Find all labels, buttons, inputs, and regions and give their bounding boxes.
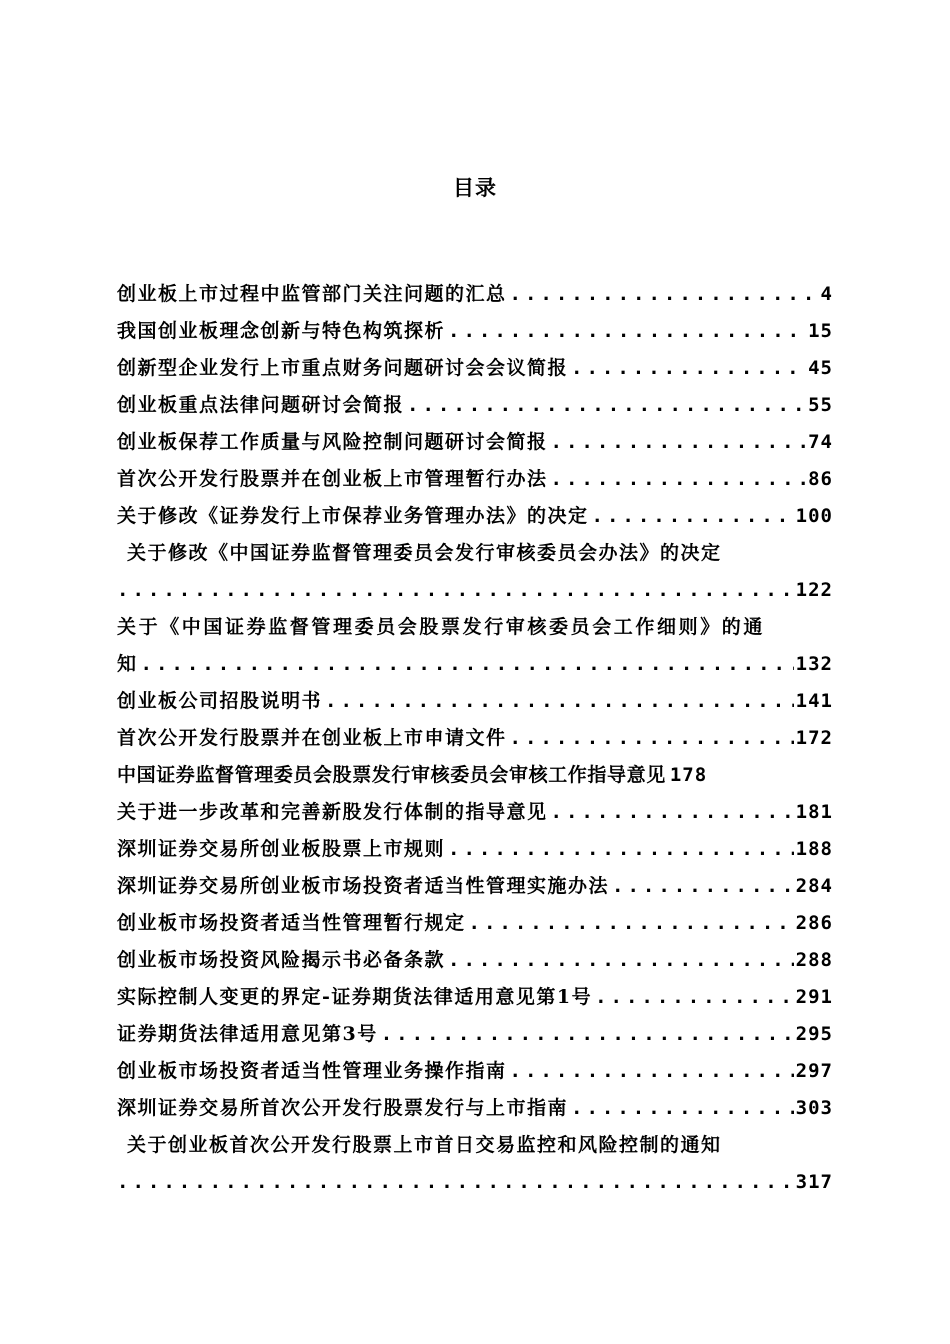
toc-entry-title: 关于《中国证券监督管理委员会股票发行审核委员会工作细则》的通 xyxy=(117,616,766,638)
toc-entry[interactable] xyxy=(117,683,833,720)
toc-entry-page: 297 xyxy=(795,1060,833,1082)
toc-entry-page: 55 xyxy=(808,394,833,416)
toc-leader-dots xyxy=(448,831,794,868)
toc-entry-page: 4 xyxy=(820,283,833,305)
toc-entry[interactable] xyxy=(117,424,833,461)
toc-entry-title: 我国创业板理念创新与特色构筑探析 xyxy=(117,320,446,342)
toc-entry-title: 关于创业板首次公开发行股票上市首日交易监控和风险控制的通知 xyxy=(127,1134,722,1156)
toc-entry-title: 关于修改《证券发行上市保荐业务管理办法》的决定 xyxy=(117,505,589,527)
toc-entry-page: 15 xyxy=(808,320,833,342)
toc-entry[interactable] xyxy=(117,831,833,868)
toc-entry-page: 74 xyxy=(808,431,833,453)
toc-entry-page: 295 xyxy=(795,1023,833,1045)
toc-entry-page: 45 xyxy=(808,357,833,379)
toc-leader-dots xyxy=(571,350,806,387)
toc-entry[interactable] xyxy=(117,905,833,942)
toc-leader-dots xyxy=(592,498,794,535)
toc-entry-title: 创业板上市过程中监管部门关注问题的汇总 xyxy=(117,283,507,305)
toc-entry-page: 291 xyxy=(795,986,833,1008)
toc-entry-page: 178 xyxy=(669,764,708,786)
toc-entry[interactable] xyxy=(117,535,833,572)
toc-entry-title: 深圳证券交易所创业板股票上市规则 xyxy=(117,838,446,860)
toc-leader-dots xyxy=(469,905,794,942)
toc-entry-continuation[interactable] xyxy=(117,646,833,683)
table-of-contents xyxy=(117,276,833,1201)
toc-leader-dots xyxy=(117,1164,794,1201)
toc-entry-page: 100 xyxy=(795,505,833,527)
toc-leader-dots xyxy=(551,424,807,461)
toc-entry-title: 中国证券监督管理委员会股票发行审核委员会审核工作指导意见 xyxy=(117,764,666,786)
toc-entry-title: 创业板保荐工作质量与风险控制问题研讨会简报 xyxy=(117,431,548,453)
toc-leader-dots xyxy=(381,1016,794,1053)
toc-entry-page: 86 xyxy=(808,468,833,490)
toc-entry[interactable] xyxy=(117,1016,833,1053)
toc-entry-page: 181 xyxy=(795,801,833,823)
toc-entry-title: 关于进一步改革和完善新股发行体制的指导意见 xyxy=(117,801,548,823)
toc-leader-dots xyxy=(551,794,794,831)
toc-entry-title: 关于修改《中国证券监督管理委员会发行审核委员会办法》的决定 xyxy=(127,542,722,564)
toc-entry-continuation[interactable] xyxy=(117,572,833,609)
toc-entry-title-cont: 知 xyxy=(117,653,138,675)
toc-entry[interactable] xyxy=(117,720,833,757)
toc-entry-title: 实际控制人变更的界定-证券期货法律适用意见第1号 xyxy=(117,986,593,1008)
toc-entry[interactable] xyxy=(117,868,833,905)
toc-leader-dots xyxy=(325,683,794,720)
toc-leader-dots xyxy=(612,868,794,905)
toc-entry[interactable] xyxy=(117,387,833,424)
toc-entry-title: 创业板重点法律问题研讨会简报 xyxy=(117,394,405,416)
toc-leader-dots xyxy=(117,572,794,609)
toc-entry[interactable] xyxy=(117,757,833,794)
toc-entry-page: 317 xyxy=(795,1171,833,1193)
toc-entry-page: 288 xyxy=(795,949,833,971)
toc-leader-dots xyxy=(448,313,806,350)
toc-entry[interactable] xyxy=(117,461,833,498)
page-title: 目录 xyxy=(453,175,497,200)
toc-entry-page: 122 xyxy=(795,579,833,601)
toc-entry-title: 深圳证券交易所首次公开发行股票发行与上市指南 xyxy=(117,1097,569,1119)
toc-entry[interactable] xyxy=(117,1127,833,1164)
toc-entry[interactable] xyxy=(117,794,833,831)
toc-entry-continuation[interactable] xyxy=(117,1164,833,1201)
toc-entry-title: 创新型企业发行上市重点财务问题研讨会会议简报 xyxy=(117,357,569,379)
toc-leader-dots xyxy=(407,387,806,424)
toc-entry-page: 284 xyxy=(795,875,833,897)
toc-entry[interactable] xyxy=(117,313,833,350)
toc-entry-page: 188 xyxy=(795,838,833,860)
toc-leader-dots xyxy=(571,1090,794,1127)
toc-entry[interactable] xyxy=(117,350,833,387)
toc-leader-dots xyxy=(551,461,807,498)
toc-entry-title: 创业板市场投资风险揭示书必备条款 xyxy=(117,949,446,971)
toc-leader-dots xyxy=(510,1053,794,1090)
toc-entry[interactable] xyxy=(117,609,833,646)
toc-leader-dots xyxy=(448,942,794,979)
toc-entry-title: 首次公开发行股票并在创业板上市管理暂行办法 xyxy=(117,468,548,490)
toc-leader-dots xyxy=(510,720,794,757)
toc-entry-title: 创业板公司招股说明书 xyxy=(117,690,323,712)
toc-entry[interactable] xyxy=(117,979,833,1016)
toc-entry-page: 303 xyxy=(795,1097,833,1119)
toc-entry-page: 286 xyxy=(795,912,833,934)
toc-entry-title: 证券期货法律适用意见第3号 xyxy=(117,1023,378,1045)
toc-entry[interactable] xyxy=(117,498,833,535)
toc-entry-page: 172 xyxy=(795,727,833,749)
toc-entry-title: 创业板市场投资者适当性管理暂行规定 xyxy=(117,912,466,934)
toc-entry-title: 创业板市场投资者适当性管理业务操作指南 xyxy=(117,1060,507,1082)
toc-entry[interactable] xyxy=(117,942,833,979)
toc-entry[interactable] xyxy=(117,276,833,313)
toc-leader-dots xyxy=(595,979,794,1016)
toc-entry-page: 132 xyxy=(795,653,833,675)
toc-entry-page: 141 xyxy=(795,690,833,712)
toc-entry[interactable] xyxy=(117,1053,833,1090)
toc-entry-title: 首次公开发行股票并在创业板上市申请文件 xyxy=(117,727,507,749)
toc-leader-dots xyxy=(510,276,819,313)
toc-entry[interactable] xyxy=(117,1090,833,1127)
toc-entry-title: 深圳证券交易所创业板市场投资者适当性管理实施办法 xyxy=(117,875,610,897)
toc-leader-dots xyxy=(141,646,794,683)
